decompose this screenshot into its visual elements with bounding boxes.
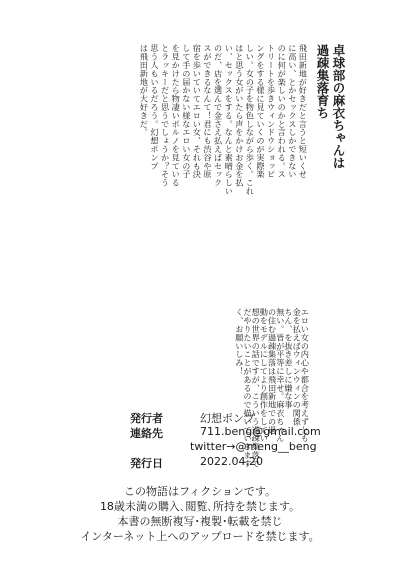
publisher-name: 幻想ポンプ — [200, 412, 255, 425]
text-column: 飛田新地が好きだと言うと短いくせ — [298, 44, 309, 179]
publish-date: 2022.04.20 — [200, 455, 263, 468]
text-column: のに何が楽しいのかと言われる。ス — [277, 44, 288, 179]
fiction-notice: この物語はフィクションです。 — [123, 485, 277, 498]
text-column: トリートを歩きウィンドウショッピ — [266, 44, 277, 179]
text-column: して手の届かない様なエロい女の子 — [181, 44, 192, 179]
text-column: ちん、を抜き差しに嫌な事 — [284, 308, 294, 409]
text-column: はと思う女がいたら声をかけお金を払 — [234, 44, 245, 187]
text-column: 動をモデルにしてより創作をしてい — [259, 308, 270, 443]
text-column: ングをする様に見ていくのが実際楽 — [256, 44, 266, 179]
text-column: い、セックスをする。なんと素晴らしい — [224, 44, 235, 196]
text-column: しい。女の子を物色しながら歩く。これ — [245, 44, 256, 196]
publisher-label: 発行者 — [130, 412, 163, 425]
age-restriction-notice: 18歳未満の購入､閲覧､所持を禁じます。 — [99, 500, 301, 513]
text-column: だやりたいことがあるので描いていきます — [243, 308, 253, 468]
publish-date-label: 発行日 — [130, 457, 163, 470]
text-column: のだ、店を選んで金さえ払えばセック — [213, 44, 224, 187]
upload-prohibition-notice: インターネット上へのアップロードを禁じます。 — [80, 530, 320, 543]
contact-label: 連絡先 — [130, 427, 163, 440]
text-column: 無い。皆が平等に幸せ。麻衣ちゃん — [275, 308, 286, 443]
text-column: エロい女の内心や都合を考えずとも — [300, 308, 311, 443]
text-column: スができるなんて！君にも渋谷や原 — [203, 44, 213, 179]
text-column: とラッキーだと思うでしょうか？そう — [160, 44, 171, 187]
afterword-title: 卓球部の麻衣ちゃんは — [331, 44, 346, 169]
text-column: 金を払えばウィンウィンの関係 — [292, 308, 303, 426]
text-column: 思う人もいるだろう。幻想ポンプ — [150, 44, 160, 170]
text-column: を見かけたら物凄いポルノを見ている — [171, 44, 182, 187]
copy-prohibition-notice: 本書の無断複写･複製･転載を禁じ — [117, 515, 283, 528]
text-column: 想の世界の話ですが、こういう過疎集落で — [251, 308, 262, 468]
text-column: に高い、とかセックスしかできない — [287, 44, 298, 179]
text-column: く、お願いしみ！ — [234, 308, 245, 376]
text-column: の住む過疎集落は飛田新地での過 — [267, 308, 278, 434]
afterword-upper-text — [140, 44, 308, 310]
text-column: は飛田新地が大好きだ。 — [139, 44, 150, 137]
contact-twitter: twitter→@meng__beng — [190, 440, 317, 453]
contact-email: 711.beng@gmail.com — [200, 425, 321, 438]
text-column: 宿を歩いていてエロい女、それも決 — [192, 44, 203, 179]
afterword-subtitle: 過疎集落育ち — [315, 44, 330, 119]
